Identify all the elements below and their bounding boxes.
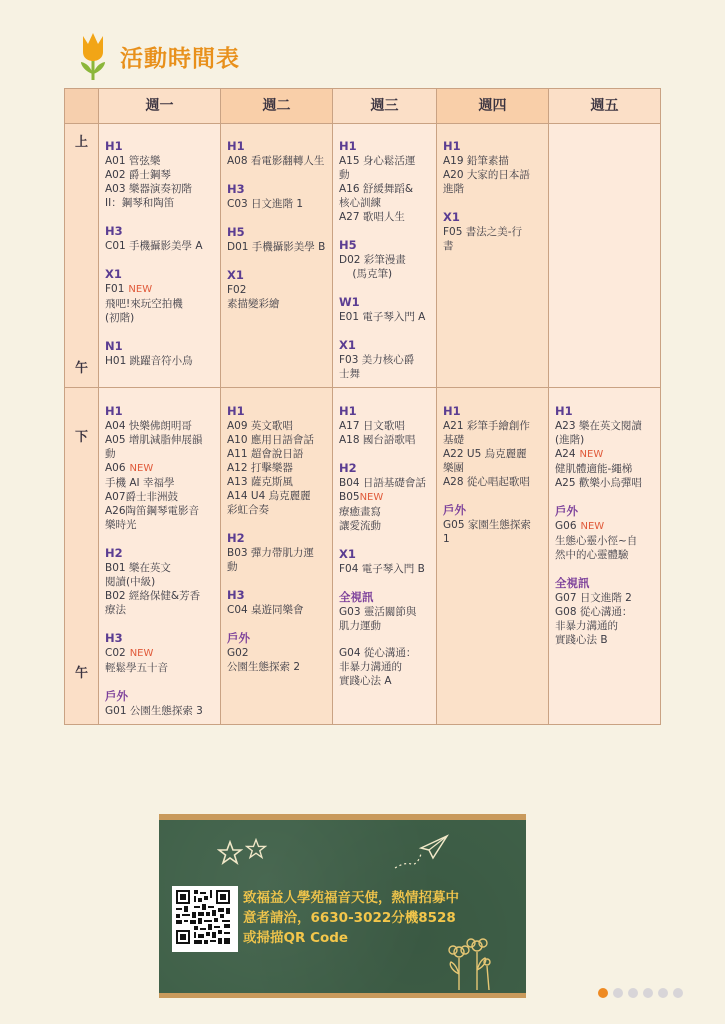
page-dot[interactable] <box>643 988 653 998</box>
course-item <box>227 646 326 660</box>
course-text: A12 打擊樂器 <box>227 462 293 474</box>
course-item <box>443 475 542 489</box>
course-item <box>227 660 326 674</box>
course-group <box>227 403 326 517</box>
course-item <box>339 419 430 433</box>
group-code: 全視訊 <box>339 590 374 604</box>
course-item <box>105 504 214 532</box>
course-text: C03 日文進階 1 <box>227 198 304 210</box>
pagination-dots <box>598 988 683 998</box>
course-text: B04 日語基礎會話 <box>339 477 426 489</box>
recruitment-banner <box>159 814 526 998</box>
course-text: A23 樂在英文閱讀 (進階) <box>555 420 642 446</box>
course-group <box>443 209 542 253</box>
day-header: 週三 <box>333 89 437 124</box>
group-code: W1 <box>339 295 360 309</box>
course-text: 素描變彩繪 <box>227 298 280 310</box>
course-text: G05 家園生態探索 1 <box>443 519 531 545</box>
page-dot[interactable] <box>598 988 608 998</box>
course-text: A28 從心唱起歌唱 <box>443 476 530 488</box>
group-code: X1 <box>105 267 122 281</box>
schedule-cell <box>549 124 661 388</box>
corner-cell <box>65 89 99 124</box>
course-text: A05 增肌減脂伸展韻 動 <box>105 434 203 460</box>
qr-code-image <box>172 886 238 952</box>
course-item <box>443 168 542 196</box>
course-text: 公園生態探索 2 <box>227 661 301 673</box>
course-group <box>227 587 326 617</box>
course-group <box>443 502 542 546</box>
course-item <box>105 661 214 675</box>
period-label-afternoon <box>65 388 99 725</box>
course-item <box>339 476 430 490</box>
course-group <box>105 545 214 617</box>
new-badge: NEW <box>128 284 153 295</box>
course-text: A21 彩筆手繪創作 基礎 <box>443 420 530 446</box>
course-text: A26陶笛鋼琴電影音 樂時光 <box>105 505 200 531</box>
course-text: 生態心靈小徑~自 然中的心靈體驗 <box>555 535 638 561</box>
course-text: G06 <box>555 520 577 532</box>
course-group <box>105 338 214 368</box>
star-doodle-icon <box>217 840 243 866</box>
course-text: A08 看電影翻轉人生 <box>227 155 325 167</box>
course-item <box>227 433 326 447</box>
course-item <box>339 353 430 381</box>
tulip-icon <box>76 30 110 82</box>
course-group <box>227 181 326 211</box>
course-group <box>339 337 430 381</box>
course-text: A27 歌唱人生 <box>339 211 405 223</box>
course-text: A03 樂器演奏初階 II：鋼琴和陶笛 <box>105 183 192 209</box>
course-item <box>105 239 214 253</box>
day-header: 週一 <box>99 89 221 124</box>
course-item <box>105 461 214 476</box>
course-text: B05 <box>339 491 360 503</box>
course-item <box>105 490 214 504</box>
course-text: A07爵士非洲鼓 <box>105 491 179 503</box>
course-text: F02 <box>227 284 247 296</box>
day-header: 週五 <box>549 89 661 124</box>
qr-code-icon <box>174 888 232 946</box>
timetable <box>64 88 661 725</box>
course-text: A25 歡樂小烏彈唱 <box>555 477 642 489</box>
group-code: 戶外 <box>443 503 466 517</box>
course-text: G02 <box>227 647 249 659</box>
period-char: 上 <box>74 134 88 150</box>
course-text: G04 從心溝通： 非暴力溝通的 實踐心法 A <box>339 647 417 687</box>
course-text: A14 U4 烏克麗麗 彩虹合奏 <box>227 490 311 516</box>
course-item <box>339 605 430 633</box>
course-text: G08 從心溝通： 非暴力溝通的 實踐心法 B <box>555 606 633 646</box>
group-code: H1 <box>555 404 573 418</box>
course-text: G03 靈活關節與 肌力運動 <box>339 606 417 632</box>
course-text: A02 爵士鋼琴 <box>105 169 171 181</box>
course-text: F05 書法之美-行 書 <box>443 226 523 252</box>
schedule-cell <box>333 388 437 725</box>
course-item <box>339 646 430 688</box>
course-group <box>105 688 214 718</box>
group-code: H3 <box>105 631 123 645</box>
course-text: D02 彩筆漫畫 (馬克筆) <box>339 254 406 280</box>
new-badge: NEW <box>580 521 605 532</box>
course-item <box>227 447 326 461</box>
course-item <box>105 433 214 461</box>
period-char: 午 <box>74 360 88 376</box>
new-badge: NEW <box>129 463 154 474</box>
group-code: H3 <box>105 224 123 238</box>
course-item <box>105 282 214 297</box>
course-group <box>227 267 326 311</box>
course-text: 療癒畫寫 讓愛流動 <box>339 506 381 532</box>
new-badge: NEW <box>129 648 154 659</box>
course-text: 輕鬆學五十音 <box>105 662 168 674</box>
course-item <box>227 197 326 211</box>
course-item <box>105 154 214 168</box>
course-text: A16 舒緩舞蹈& 核心訓練 <box>339 183 414 209</box>
group-code: H1 <box>339 139 357 153</box>
course-group <box>105 266 214 325</box>
course-group <box>443 138 542 196</box>
course-text: A22 U5 烏克麗麗 樂團 <box>443 448 527 474</box>
course-item <box>555 591 654 605</box>
course-text: F04 電子琴入門 B <box>339 563 425 575</box>
course-text: A15 身心鬆活運 動 <box>339 155 416 181</box>
group-code: H1 <box>227 139 245 153</box>
course-item <box>227 475 326 489</box>
banner-line: 致福益人學苑福音天使，熱情招募中 <box>243 890 459 906</box>
course-text: 健肌體適能-繩梯 <box>555 463 633 475</box>
timetable-header-row <box>65 89 661 124</box>
course-item <box>105 297 214 325</box>
course-text: G01 公園生態探索 3 <box>105 705 203 717</box>
course-text: C04 桌遊同樂會 <box>227 604 304 616</box>
course-group <box>227 530 326 574</box>
course-group <box>555 575 654 647</box>
course-group <box>339 294 430 324</box>
course-item <box>339 154 430 182</box>
course-item <box>555 476 654 490</box>
course-item <box>443 419 542 447</box>
schedule-cell <box>221 388 333 725</box>
course-text: B03 彈力帶肌力運 動 <box>227 547 314 573</box>
group-code: H1 <box>443 404 461 418</box>
course-text: A09 英文歌唱 <box>227 420 293 432</box>
course-text: A24 <box>555 448 576 460</box>
course-item <box>339 490 430 505</box>
course-item <box>105 476 214 490</box>
course-item <box>227 546 326 574</box>
schedule-cell <box>437 388 549 725</box>
course-text: H01 跳躍音符小鳥 <box>105 355 193 367</box>
course-text: C02 <box>105 647 126 659</box>
course-text: A06 <box>105 462 126 474</box>
course-group <box>105 138 214 210</box>
course-group <box>339 460 430 533</box>
page-dot[interactable] <box>673 988 683 998</box>
course-item <box>339 310 430 324</box>
course-item <box>443 518 542 546</box>
period-char: 下 <box>74 430 88 445</box>
schedule-cell <box>99 388 221 725</box>
group-code: 全視訊 <box>555 576 590 590</box>
group-code: H1 <box>339 404 357 418</box>
course-group <box>227 224 326 254</box>
course-text: A10 應用日語會話 <box>227 434 314 446</box>
page-header <box>76 30 240 82</box>
course-text: B02 經絡保健&芳香 療法 <box>105 590 201 616</box>
group-code: N1 <box>105 339 123 353</box>
new-badge: NEW <box>579 449 604 460</box>
course-text: A04 快樂佛朗明哥 <box>105 420 192 432</box>
group-code: 戶外 <box>227 631 250 645</box>
page-dot[interactable] <box>613 988 623 998</box>
course-item <box>105 561 214 589</box>
page-dot[interactable] <box>628 988 638 998</box>
course-item <box>339 182 430 210</box>
course-item <box>227 489 326 517</box>
group-code: H5 <box>339 238 357 252</box>
course-item <box>339 562 430 576</box>
course-text: 手機 AI 幸福學 <box>105 477 175 489</box>
course-item <box>555 605 654 647</box>
group-code: H1 <box>105 139 123 153</box>
group-code: X1 <box>339 547 356 561</box>
afternoon-row <box>65 388 661 725</box>
course-text: G07 日文進階 2 <box>555 592 632 604</box>
course-text: A18 國台語歌唱 <box>339 434 416 446</box>
course-group <box>339 589 430 633</box>
course-item <box>227 297 326 311</box>
schedule-cell <box>549 388 661 725</box>
banner-frame <box>159 814 526 820</box>
course-item <box>105 182 214 210</box>
course-group <box>105 630 214 675</box>
course-item <box>105 704 214 718</box>
schedule-cell <box>99 124 221 388</box>
course-item <box>443 225 542 253</box>
schedule-cell <box>221 124 333 388</box>
course-item <box>443 447 542 475</box>
course-item <box>227 419 326 433</box>
course-text: A20 大家的日本語 進階 <box>443 169 530 195</box>
course-group <box>339 546 430 576</box>
group-code: H1 <box>443 139 461 153</box>
group-code: X1 <box>443 210 460 224</box>
course-item <box>339 505 430 533</box>
star-doodle-icon <box>245 838 267 860</box>
group-code: 戶外 <box>555 504 578 518</box>
course-group <box>555 503 654 562</box>
banner-line: 或掃描QR Code <box>243 930 349 946</box>
course-item <box>227 154 326 168</box>
period-label-morning <box>65 124 99 388</box>
course-item <box>105 589 214 617</box>
course-text: D01 手機攝影美學 B <box>227 241 326 253</box>
course-item <box>227 283 326 297</box>
morning-row <box>65 124 661 388</box>
course-text: C01 手機攝影美學 A <box>105 240 203 252</box>
group-code: H2 <box>105 546 123 560</box>
course-text: A19 鉛筆素描 <box>443 155 509 167</box>
course-group <box>105 223 214 253</box>
group-code: 戶外 <box>105 689 128 703</box>
course-group <box>105 403 214 532</box>
course-text: A17 日文歌唱 <box>339 420 405 432</box>
course-group <box>227 630 326 674</box>
course-text: F01 <box>105 283 125 295</box>
group-code: H3 <box>227 588 245 602</box>
course-item <box>105 354 214 368</box>
course-group <box>339 138 430 224</box>
paper-plane-icon <box>391 832 451 872</box>
course-item <box>105 168 214 182</box>
group-code: H5 <box>227 225 245 239</box>
period-char: 午 <box>74 666 88 681</box>
course-item <box>555 419 654 447</box>
banner-line: 意者請洽，6630-3022分機8528 <box>243 910 456 926</box>
schedule-cell <box>437 124 549 388</box>
course-group <box>443 403 542 489</box>
course-group <box>555 403 654 490</box>
new-badge: NEW <box>359 492 384 503</box>
group-code: H2 <box>227 531 245 545</box>
page-dot[interactable] <box>658 988 668 998</box>
day-header: 週二 <box>221 89 333 124</box>
page-title: 活動時間表 <box>120 45 240 72</box>
group-code: H1 <box>227 404 245 418</box>
course-group <box>227 138 326 168</box>
course-item <box>105 419 214 433</box>
course-text: F03 美力核心爵 士舞 <box>339 354 415 380</box>
group-code: H3 <box>227 182 245 196</box>
course-item <box>555 519 654 534</box>
course-item <box>555 462 654 476</box>
course-item <box>227 240 326 254</box>
course-text: E01 電子琴入門 A <box>339 311 426 323</box>
course-item <box>443 154 542 168</box>
course-item <box>105 646 214 661</box>
course-item <box>555 534 654 562</box>
course-item <box>339 253 430 281</box>
course-text: A11 超會說日語 <box>227 448 304 460</box>
group-code: H2 <box>339 461 357 475</box>
course-text: 飛吧!來玩空拍機 (初階) <box>105 298 183 324</box>
flower-doodle-icon <box>441 930 501 992</box>
course-group <box>339 646 430 688</box>
course-item <box>555 447 654 462</box>
group-code: X1 <box>227 268 244 282</box>
course-item <box>339 210 430 224</box>
course-item <box>339 433 430 447</box>
course-text: B01 樂在英文 閱讀(中級) <box>105 562 171 588</box>
group-code: H1 <box>105 404 123 418</box>
course-text: A01 管弦樂 <box>105 155 161 167</box>
course-group <box>339 237 430 281</box>
course-item <box>227 603 326 617</box>
course-text: A13 薩克斯風 <box>227 476 293 488</box>
schedule-cell <box>333 124 437 388</box>
day-header: 週四 <box>437 89 549 124</box>
group-code: X1 <box>339 338 356 352</box>
course-group <box>339 403 430 447</box>
course-item <box>227 461 326 475</box>
